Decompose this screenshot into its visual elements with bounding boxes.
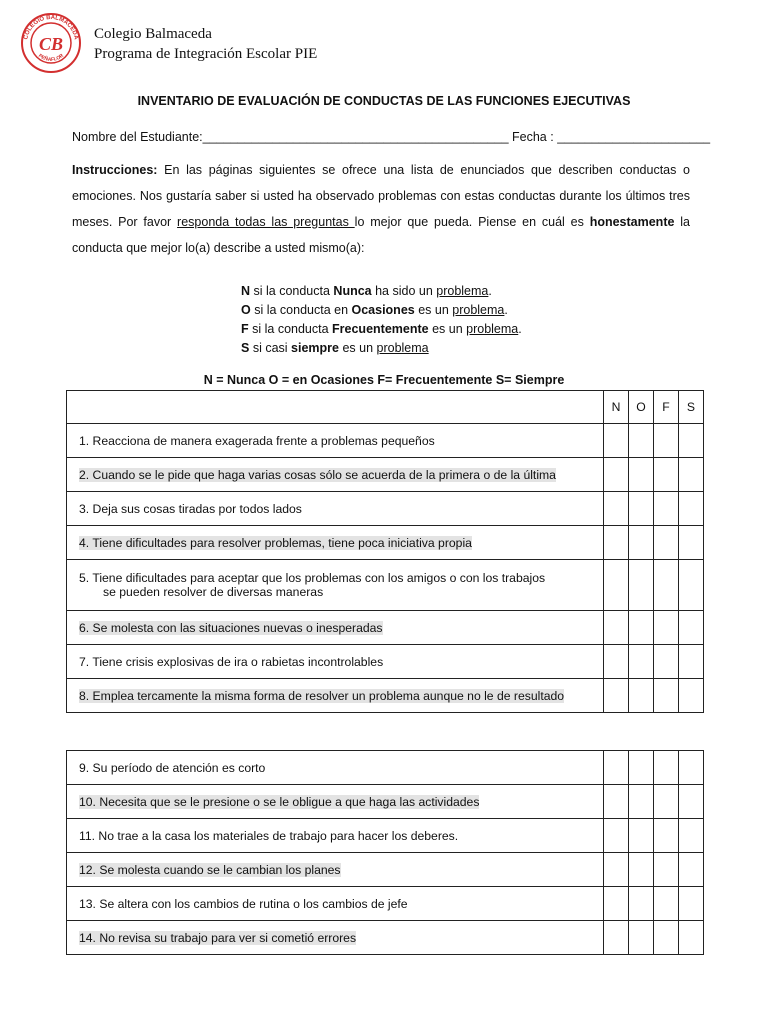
seal-bottom-text: PEÑAFLOR xyxy=(37,52,65,63)
answer-cell-f[interactable] xyxy=(654,492,679,526)
school-header xyxy=(94,24,317,64)
answer-cell-n[interactable] xyxy=(604,645,629,679)
item-text: 4. Tiene dificultades para resolver problemas, tiene poca iniciativa propia xyxy=(79,535,472,550)
scale-line-n xyxy=(241,282,522,301)
answer-cell-s[interactable] xyxy=(679,819,704,853)
answer-cell-f[interactable] xyxy=(654,785,679,819)
answer-cell-s[interactable] xyxy=(679,492,704,526)
table-row xyxy=(67,853,704,887)
item-text: 14. No revisa su trabajo para ver si cometió errores xyxy=(79,930,357,945)
scale-end: . xyxy=(518,322,522,336)
seal-initials: CB xyxy=(38,34,64,54)
rating-scale xyxy=(241,282,522,358)
scale-tail: problema xyxy=(452,303,505,317)
item-text-cell xyxy=(67,887,604,921)
table-row xyxy=(67,560,704,611)
item-text-cell xyxy=(67,560,604,611)
table-header-row xyxy=(67,391,704,424)
table-row xyxy=(67,819,704,853)
table-row xyxy=(67,611,704,645)
column-header-s: S xyxy=(679,391,704,424)
answer-cell-o[interactable] xyxy=(629,853,654,887)
seal-ring-text: COLEGIO BALMACEDA xyxy=(23,14,79,41)
answer-cell-n[interactable] xyxy=(604,679,629,713)
answer-cell-f[interactable] xyxy=(654,679,679,713)
answer-cell-o[interactable] xyxy=(629,611,654,645)
scale-tail: problema xyxy=(376,341,429,355)
answer-cell-o[interactable] xyxy=(629,679,654,713)
answer-cell-s[interactable] xyxy=(679,887,704,921)
instructions-label: Instrucciones: xyxy=(72,163,158,177)
answer-cell-o[interactable] xyxy=(629,751,654,785)
item-text: 12. Se molesta cuando se le cambian los planes xyxy=(79,862,341,877)
answer-cell-s[interactable] xyxy=(679,458,704,492)
item-text-cell xyxy=(67,921,604,955)
item-text: 6. Se molesta con las situaciones nuevas o inesperadas xyxy=(79,620,383,635)
item-text: 7. Tiene crisis explosivas de ira o rabietas incontrolables xyxy=(79,654,384,669)
scale-letter: F xyxy=(241,322,249,336)
instructions-bold: honestamente xyxy=(589,215,675,229)
svg-text:PEÑAFLOR xyxy=(37,53,65,63)
item-text-cell xyxy=(67,492,604,526)
item-text-cell xyxy=(67,679,604,713)
item-text-continued: se pueden resolver de diversas maneras xyxy=(103,585,324,599)
item-text: 1. Reacciona de manera exagerada frente a problemas pequeños xyxy=(79,433,435,448)
table-row xyxy=(67,679,704,713)
answer-cell-o[interactable] xyxy=(629,887,654,921)
answer-cell-f[interactable] xyxy=(654,887,679,921)
answer-cell-n[interactable] xyxy=(604,785,629,819)
scale-mid: es un xyxy=(414,303,453,317)
item-text-cell xyxy=(67,751,604,785)
column-header-n: N xyxy=(604,391,629,424)
item-text-cell xyxy=(67,853,604,887)
instructions-paragraph xyxy=(72,157,690,261)
answer-cell-n[interactable] xyxy=(604,611,629,645)
scale-legend: N = Nunca O = en Ocasiones F= Frecuentemente S= Siempre xyxy=(203,373,565,387)
answer-cell-s[interactable] xyxy=(679,679,704,713)
answer-cell-o[interactable] xyxy=(629,458,654,492)
item-text: 3. Deja sus cosas tiradas por todos lados xyxy=(79,501,302,516)
answer-cell-n[interactable] xyxy=(604,424,629,458)
scale-tail: problema xyxy=(436,284,489,298)
item-text-cell xyxy=(67,458,604,492)
answer-cell-s[interactable] xyxy=(679,611,704,645)
answer-cell-f[interactable] xyxy=(654,458,679,492)
answer-cell-s[interactable] xyxy=(679,853,704,887)
table-row xyxy=(67,458,704,492)
item-text: 11. No trae a la casa los materiales de trabajo para hacer los deberes. xyxy=(79,828,459,843)
answer-cell-s[interactable] xyxy=(679,645,704,679)
scale-line-s xyxy=(241,339,522,358)
answer-cell-o[interactable] xyxy=(629,560,654,611)
answer-cell-s[interactable] xyxy=(679,921,704,955)
answer-cell-f[interactable] xyxy=(654,751,679,785)
item-text: 8. Emplea tercamente la misma forma de resolver un problema aunque no le de resultado xyxy=(79,688,565,703)
scale-pre: si la conducta xyxy=(248,322,333,336)
answer-cell-n[interactable] xyxy=(604,853,629,887)
item-text: 13. Se altera con los cambios de rutina o los cambios de jefe xyxy=(79,896,408,911)
answer-cell-o[interactable] xyxy=(629,526,654,560)
header-blank-cell xyxy=(67,391,604,424)
item-text-cell xyxy=(67,424,604,458)
answer-cell-n[interactable] xyxy=(604,819,629,853)
instructions-underlined: responda todas las preguntas xyxy=(177,215,355,229)
instructions-text-3: la conducta que mejor lo(a) describe a usted mismo(a): xyxy=(72,215,691,255)
answer-cell-f[interactable] xyxy=(654,611,679,645)
scale-mid: ha sido un xyxy=(371,284,437,298)
student-name-label: Nombre del Estudiante: xyxy=(72,130,203,144)
scale-pre: si la conducta xyxy=(250,284,334,298)
answer-cell-n[interactable] xyxy=(604,887,629,921)
column-header-o: O xyxy=(629,391,654,424)
table-row xyxy=(67,492,704,526)
answer-cell-n[interactable] xyxy=(604,526,629,560)
instructions-text-2: lo mejor que pueda. Piense en cuál es xyxy=(354,215,590,229)
item-text: 9. Su período de atención es corto xyxy=(79,760,266,775)
behavior-table-2 xyxy=(66,750,704,955)
answer-cell-n[interactable] xyxy=(604,560,629,611)
table-row xyxy=(67,785,704,819)
answer-cell-f[interactable] xyxy=(654,853,679,887)
answer-cell-s[interactable] xyxy=(679,560,704,611)
scale-pre: si casi xyxy=(249,341,292,355)
scale-pre: si la conducta en xyxy=(250,303,352,317)
answer-cell-f[interactable] xyxy=(654,424,679,458)
scale-word: Ocasiones xyxy=(351,303,415,317)
scale-word: Frecuentemente xyxy=(332,322,429,336)
answer-cell-s[interactable] xyxy=(679,785,704,819)
document-title: INVENTARIO DE EVALUACIÓN DE CONDUCTAS DE LAS FUNCIONES EJECUTIVAS xyxy=(137,94,631,108)
item-text: 10. Necesita que se le presione o se le obligue a que haga las actividades xyxy=(79,794,480,809)
student-info-line xyxy=(72,130,710,144)
item-text: 2. Cuando se le pide que haga varias cosas sólo se acuerda de la primera o de la última xyxy=(79,467,556,482)
table-row xyxy=(67,921,704,955)
scale-mid: es un xyxy=(428,322,467,336)
answer-cell-n[interactable] xyxy=(604,492,629,526)
column-header-f: F xyxy=(654,391,679,424)
scale-line-o xyxy=(241,301,522,320)
answer-cell-o[interactable] xyxy=(629,785,654,819)
answer-cell-o[interactable] xyxy=(629,492,654,526)
school-seal-icon xyxy=(20,12,82,74)
date-blank[interactable]: ______________________ xyxy=(557,130,711,144)
item-text-cell xyxy=(67,611,604,645)
table-row xyxy=(67,645,704,679)
scale-end: . xyxy=(504,303,508,317)
student-name-blank[interactable]: ____________________________________________ xyxy=(202,130,509,144)
answer-cell-f[interactable] xyxy=(654,526,679,560)
scale-letter: S xyxy=(241,341,250,355)
school-name: Colegio Balmaceda xyxy=(94,26,212,42)
item-text-cell xyxy=(67,526,604,560)
program-name: Programa de Integración Escolar PIE xyxy=(94,46,318,62)
scale-word: siempre xyxy=(291,341,339,355)
answer-cell-f[interactable] xyxy=(654,645,679,679)
scale-word: Nunca xyxy=(333,284,372,298)
answer-cell-o[interactable] xyxy=(629,819,654,853)
answer-cell-n[interactable] xyxy=(604,458,629,492)
date-label: Fecha : xyxy=(512,130,554,144)
answer-cell-o[interactable] xyxy=(629,424,654,458)
answer-cell-s[interactable] xyxy=(679,751,704,785)
item-text: 5. Tiene dificultades para aceptar que los problemas con los amigos o con los trabajos xyxy=(79,571,546,585)
scale-tail: problema xyxy=(466,322,519,336)
instructions-text-1: En las páginas siguientes se ofrece una lista de enunciados que describen conductas o emociones. Nos gustaría saber si usted ha observado problemas con estas conductas durante los últimos tres meses. Por favor xyxy=(72,163,690,229)
answer-cell-n[interactable] xyxy=(604,751,629,785)
scale-letter: N xyxy=(241,284,251,298)
table-row xyxy=(67,424,704,458)
table-row xyxy=(67,887,704,921)
answer-cell-o[interactable] xyxy=(629,645,654,679)
answer-cell-s[interactable] xyxy=(679,424,704,458)
scale-end: . xyxy=(488,284,492,298)
scale-letter: O xyxy=(241,303,251,317)
table-row xyxy=(67,526,704,560)
item-text-cell xyxy=(67,645,604,679)
answer-cell-o[interactable] xyxy=(629,921,654,955)
answer-cell-f[interactable] xyxy=(654,560,679,611)
answer-cell-f[interactable] xyxy=(654,819,679,853)
table-row xyxy=(67,751,704,785)
behavior-table-1 xyxy=(66,390,704,713)
scale-mid: es un xyxy=(338,341,377,355)
answer-cell-n[interactable] xyxy=(604,921,629,955)
answer-cell-f[interactable] xyxy=(654,921,679,955)
item-text-cell xyxy=(67,819,604,853)
answer-cell-s[interactable] xyxy=(679,526,704,560)
scale-line-f xyxy=(241,320,522,339)
item-text-cell xyxy=(67,785,604,819)
